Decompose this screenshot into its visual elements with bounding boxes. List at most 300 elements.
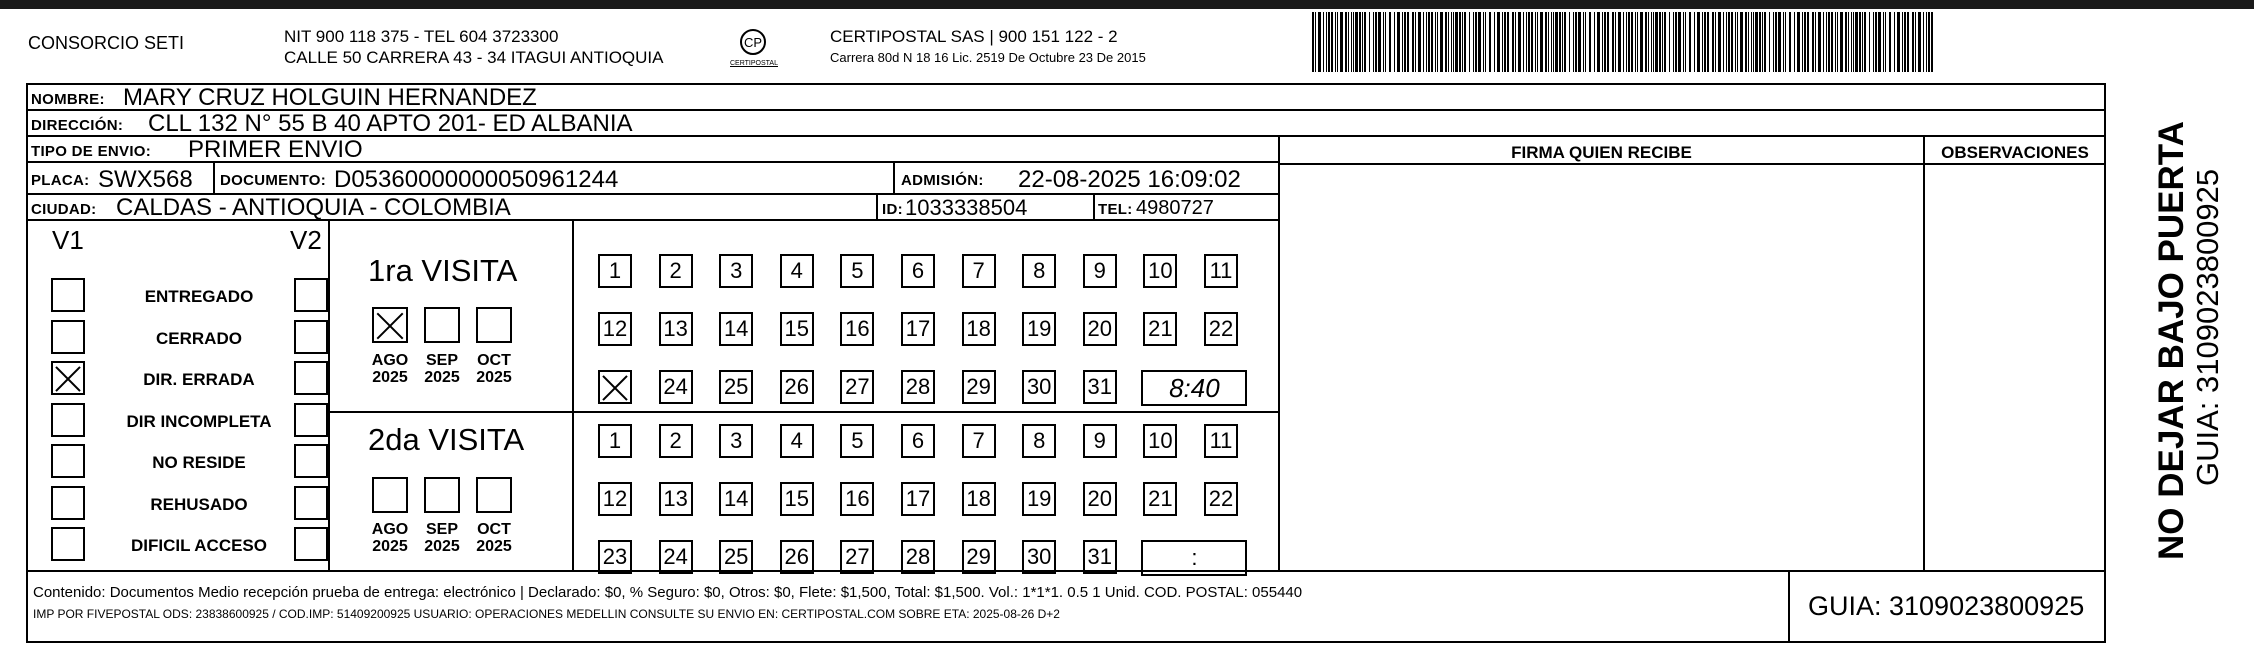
- barcode-bar: [1428, 12, 1430, 72]
- day-box-30[interactable]: 30: [1022, 540, 1056, 574]
- day-box-24[interactable]: 24: [659, 370, 693, 404]
- day-box-30[interactable]: 30: [1022, 370, 1056, 404]
- month-year: 2025: [372, 368, 408, 386]
- barcode-bar: [1897, 12, 1900, 72]
- divider: [213, 163, 215, 193]
- day-box-15[interactable]: 15: [780, 312, 814, 346]
- day-box-19[interactable]: 19: [1022, 312, 1056, 346]
- barcode-bar: [1402, 12, 1403, 72]
- observaciones-area[interactable]: [1926, 165, 2104, 569]
- divider: [876, 195, 878, 219]
- barcode-bar: [1855, 12, 1858, 72]
- barcode-bar: [1383, 12, 1384, 72]
- firma-area[interactable]: [1281, 165, 1921, 569]
- barcode-bar: [1475, 12, 1477, 72]
- barcode: [1312, 12, 1940, 72]
- barcode-bar: [1615, 12, 1616, 72]
- barcode-bar: [1478, 12, 1481, 72]
- barcode-bar: [1753, 12, 1754, 72]
- time-box[interactable]: :: [1141, 540, 1247, 576]
- v2-checkbox-5[interactable]: [294, 444, 328, 478]
- barcode-bar: [1689, 12, 1691, 72]
- observaciones-divider: [1923, 137, 1925, 570]
- barcode-bar: [1415, 12, 1416, 72]
- barcode-bar: [1845, 12, 1847, 72]
- day-box-13[interactable]: 13: [659, 482, 693, 516]
- barcode-bar: [1583, 12, 1584, 72]
- barcode-bar: [1683, 12, 1684, 72]
- barcode-bar: [1637, 12, 1638, 72]
- month-name: OCT: [477, 352, 511, 369]
- day-box-31[interactable]: 31: [1083, 370, 1117, 404]
- day-box-16[interactable]: 16: [840, 482, 874, 516]
- barcode-bar: [1537, 12, 1538, 72]
- barcode-bar: [1331, 12, 1333, 72]
- barcode-bar: [1575, 12, 1577, 72]
- barcode-bar: [1312, 12, 1314, 72]
- day-box-23[interactable]: 23: [598, 540, 632, 574]
- barcode-bar: [1483, 12, 1484, 72]
- barcode-bar: [1459, 12, 1461, 72]
- barcode-bar: [1864, 12, 1866, 72]
- barcode-bar: [1528, 12, 1530, 72]
- barcode-bar: [1455, 12, 1458, 72]
- barcode-bar: [1731, 12, 1733, 72]
- barcode-bar: [1859, 12, 1861, 72]
- barcode-bar: [1555, 12, 1558, 72]
- barcode-bar: [1473, 12, 1474, 72]
- tipo-envio-value: PRIMER ENVIO: [188, 136, 363, 163]
- barcode-bar: [1789, 12, 1791, 72]
- barcode-bar: [1469, 12, 1470, 72]
- month-year: 2025: [372, 537, 408, 555]
- barcode-bar: [1875, 12, 1877, 72]
- month-label: [416, 353, 468, 387]
- v2-checkbox-4[interactable]: [294, 403, 328, 437]
- day-box-14[interactable]: 14: [719, 482, 753, 516]
- day-box-10[interactable]: 10: [1143, 424, 1177, 458]
- barcode-bar: [1353, 12, 1354, 72]
- day-box-31[interactable]: 31: [1083, 540, 1117, 574]
- barcode-bar: [1873, 12, 1874, 72]
- barcode-bar: [1423, 12, 1424, 72]
- barcode-bar: [1794, 12, 1795, 72]
- month-year: 2025: [424, 537, 460, 555]
- top-edge-band: [0, 0, 2254, 9]
- barcode-bar: [1712, 12, 1714, 72]
- barcode-bar: [1675, 12, 1677, 72]
- day-box-22[interactable]: 22: [1204, 312, 1238, 346]
- no-dejar-bajo-puerta-text: NO DEJAR BAJO PUERTA: [2152, 121, 2191, 560]
- nombre-label: NOMBRE:: [31, 91, 105, 108]
- tipo-envio-label: TIPO DE ENVIO:: [31, 143, 152, 160]
- barcode-bar: [1737, 12, 1738, 72]
- barcode-bar: [1562, 12, 1563, 72]
- barcode-bar: [1904, 12, 1906, 72]
- barcode-bar: [1915, 12, 1916, 72]
- documento-value: D05360000000050961244: [334, 166, 619, 193]
- status-divider: [328, 221, 330, 570]
- imp-line: IMP POR FIVEPOSTAL ODS: 23838600925 / COD.IMP: 51409200925 USUARIO: OPERACIONES MEDELLIN CONSULTE SU ENVIO EN: CERTIPOSTAL.COM SOBRE ETA: 2025-08-26 D+2: [33, 607, 1060, 621]
- barcode-bar: [1518, 12, 1521, 72]
- barcode-bar: [1523, 12, 1524, 72]
- v1-checkbox-2[interactable]: [51, 320, 85, 354]
- day-box-4[interactable]: 4: [780, 254, 814, 288]
- day-box-3[interactable]: 3: [719, 424, 753, 458]
- v2-checkbox-6[interactable]: [294, 486, 328, 520]
- month-year: 2025: [476, 537, 512, 555]
- months-divider: [572, 221, 574, 570]
- barcode-bar: [1669, 12, 1670, 72]
- barcode-bar: [1815, 12, 1816, 72]
- day-box-21[interactable]: 21: [1143, 312, 1177, 346]
- id-value: 1033338504: [905, 195, 1028, 220]
- barcode-bar: [1928, 12, 1930, 72]
- barcode-bar: [1715, 12, 1716, 72]
- day-box-11[interactable]: 11: [1204, 254, 1238, 288]
- day-box-23[interactable]: [598, 370, 632, 404]
- day-box-3[interactable]: 3: [719, 254, 753, 288]
- month-label: [364, 522, 416, 556]
- ciudad-row: [28, 195, 1278, 221]
- day-box-7[interactable]: 7: [962, 424, 996, 458]
- day-box-1[interactable]: 1: [598, 254, 632, 288]
- barcode-bar: [1831, 12, 1833, 72]
- barcode-bar: [1512, 12, 1514, 72]
- day-box-29[interactable]: 29: [962, 540, 996, 574]
- barcode-bar: [1397, 12, 1400, 72]
- barcode-bar: [1907, 12, 1909, 72]
- day-box-27[interactable]: 27: [840, 540, 874, 574]
- id-label: ID:: [882, 201, 903, 218]
- day-box-20[interactable]: 20: [1083, 482, 1117, 516]
- barcode-bar: [1918, 12, 1921, 72]
- barcode-bar: [1494, 12, 1495, 72]
- barcode-bar: [1848, 12, 1849, 72]
- barcode-bar: [1837, 12, 1838, 72]
- barcode-bar: [1540, 12, 1543, 72]
- barcode-bar: [1318, 12, 1321, 72]
- barcode-bar: [1351, 12, 1352, 72]
- month-name: SEP: [425, 521, 458, 538]
- barcode-bar: [1659, 12, 1661, 72]
- barcode-bar: [1807, 12, 1809, 72]
- barcode-bar: [1394, 12, 1395, 72]
- tel-label: TEL:: [1098, 201, 1133, 218]
- day-box-9[interactable]: 9: [1083, 424, 1117, 458]
- side-guia-number: GUIA: 3109023800925: [2190, 168, 2225, 486]
- day-box-5[interactable]: 5: [840, 424, 874, 458]
- certipostal-logo: [730, 24, 776, 72]
- barcode-bar: [1448, 12, 1449, 72]
- v1-checkbox-5[interactable]: [51, 444, 85, 478]
- barcode-bar: [1489, 12, 1491, 72]
- barcode-bar: [1451, 12, 1452, 72]
- barcode-bar: [1355, 12, 1358, 72]
- v2-checkbox-7[interactable]: [294, 527, 328, 561]
- barcode-bar: [1375, 12, 1377, 72]
- delivery-card: [26, 83, 2106, 643]
- barcode-bar: [1751, 12, 1752, 72]
- barcode-bar: [1894, 12, 1895, 72]
- barcode-bar: [1835, 12, 1836, 72]
- barcode-bar: [1678, 12, 1681, 72]
- barcode-bar: [1778, 12, 1781, 72]
- barcode-bar: [1785, 12, 1786, 72]
- barcode-bar: [1723, 12, 1724, 72]
- month-year: 2025: [476, 368, 512, 386]
- barcode-bar: [1740, 12, 1743, 72]
- day-box-4[interactable]: 4: [780, 424, 814, 458]
- barcode-bar: [1315, 12, 1316, 72]
- observaciones-header: OBSERVACIONES: [1941, 143, 2089, 162]
- barcode-bar: [1607, 12, 1609, 72]
- status-label: ENTREGADO: [144, 287, 254, 306]
- barcode-bar: [1604, 12, 1606, 72]
- barcode-bar: [1762, 12, 1763, 72]
- footer-line: [28, 570, 2105, 572]
- barcode-bar: [1869, 12, 1870, 72]
- barcode-bar: [1818, 12, 1821, 72]
- nit-line: NIT 900 118 375 - TEL 604 3723300: [284, 27, 559, 46]
- barcode-bar: [1618, 12, 1621, 72]
- barcode-bar: [1359, 12, 1361, 72]
- barcode-bar: [1745, 12, 1747, 72]
- barcode-bar: [1707, 12, 1709, 72]
- barcode-bar: [1631, 12, 1633, 72]
- barcode-bar: [1728, 12, 1730, 72]
- barcode-bar: [1645, 12, 1647, 72]
- day-box-21[interactable]: 21: [1143, 482, 1177, 516]
- barcode-bar: [1883, 12, 1884, 72]
- barcode-bar: [1418, 12, 1421, 72]
- barcode-bar: [1889, 12, 1891, 72]
- barcode-bar: [1783, 12, 1784, 72]
- month-name: AGO: [371, 352, 409, 369]
- day-box-8[interactable]: 8: [1022, 424, 1056, 458]
- day-box-17[interactable]: 17: [901, 312, 935, 346]
- month-name: SEP: [425, 352, 458, 369]
- day-box-7[interactable]: 7: [962, 254, 996, 288]
- barcode-bar: [1531, 12, 1533, 72]
- barcode-bar: [1685, 12, 1686, 72]
- day-box-2[interactable]: 2: [659, 424, 693, 458]
- day-box-29[interactable]: 29: [962, 370, 996, 404]
- month-label: [364, 353, 416, 387]
- barcode-bar: [1862, 12, 1863, 72]
- status-label: NO RESIDE: [152, 453, 246, 472]
- barcode-bar: [1335, 12, 1336, 72]
- v2-checkbox-1[interactable]: [294, 278, 328, 312]
- month-label: [416, 522, 468, 556]
- day-box-22[interactable]: 22: [1204, 482, 1238, 516]
- barcode-bar: [1702, 12, 1703, 72]
- admision-value: 22-08-2025 16:09:02: [1018, 166, 1241, 193]
- barcode-bar: [1773, 12, 1774, 72]
- day-box-6[interactable]: 6: [901, 254, 935, 288]
- barcode-bar: [1826, 12, 1827, 72]
- barcode-bar: [1885, 12, 1886, 72]
- barcode-bar: [1748, 12, 1749, 72]
- barcode-bar: [1612, 12, 1614, 72]
- day-box-27[interactable]: 27: [840, 370, 874, 404]
- status-label: CERRADO: [156, 328, 242, 348]
- barcode-bar: [1340, 12, 1343, 72]
- time-box[interactable]: 8:40: [1141, 370, 1247, 406]
- day-box-26[interactable]: 26: [780, 540, 814, 574]
- barcode-bar: [1378, 12, 1381, 72]
- barcode-bar: [1648, 12, 1649, 72]
- day-box-25[interactable]: 25: [719, 540, 753, 574]
- placa-value: SWX568: [98, 166, 193, 193]
- day-box-15[interactable]: 15: [780, 482, 814, 516]
- barcode-bar: [1755, 12, 1758, 72]
- day-box-26[interactable]: 26: [780, 370, 814, 404]
- barcode-bar: [1453, 12, 1454, 72]
- barcode-bar: [1626, 12, 1627, 72]
- barcode-bar: [1853, 12, 1854, 72]
- barcode-bar: [1662, 12, 1663, 72]
- barcode-bar: [1673, 12, 1674, 72]
- barcode-bar: [1462, 12, 1463, 72]
- address-line: CALLE 50 CARRERA 43 - 34 ITAGUI ANTIOQUIA: [284, 48, 664, 67]
- day-box-5[interactable]: 5: [840, 254, 874, 288]
- day-box-6[interactable]: 6: [901, 424, 935, 458]
- nombre-value: MARY CRUZ HOLGUIN HERNANDEZ: [123, 84, 537, 111]
- day-box-18[interactable]: 18: [962, 482, 996, 516]
- day-box-9[interactable]: 9: [1083, 254, 1117, 288]
- barcode-bar: [1655, 12, 1658, 72]
- barcode-bar: [1597, 12, 1600, 72]
- month-label: [468, 522, 520, 556]
- day-box-17[interactable]: 17: [901, 482, 935, 516]
- barcode-bar: [1426, 12, 1427, 72]
- month-name: OCT: [477, 521, 511, 538]
- status-label: DIFICIL ACCESO: [130, 536, 267, 555]
- barcode-bar: [1804, 12, 1806, 72]
- barcode-bar: [1407, 12, 1409, 72]
- barcode-bar: [1697, 12, 1700, 72]
- placa-row: [28, 163, 1278, 195]
- v1-checkbox-3[interactable]: [51, 361, 85, 395]
- divider: [1093, 195, 1095, 219]
- barcode-bar: [1326, 12, 1327, 72]
- contenido-line: Contenido: Documentos Medio recepción prueba de entrega: electrónico | Declarado: $0, % Seguro: $0, Otros: $0, Flete: $1,500, Total: $1,500. Vol.: 1*1*1. 0.5 1 Unid. COD. POSTAL: 055440: [33, 584, 1303, 601]
- barcode-bar: [1628, 12, 1630, 72]
- v1-checkbox-6[interactable]: [51, 486, 85, 520]
- barcode-bar: [1704, 12, 1706, 72]
- day-box-25[interactable]: 25: [719, 370, 753, 404]
- day-box-16[interactable]: 16: [840, 312, 874, 346]
- day-box-1[interactable]: 1: [598, 424, 632, 458]
- visits-divider: [328, 411, 1278, 413]
- day-box-19[interactable]: 19: [1022, 482, 1056, 516]
- barcode-bar: [1364, 12, 1366, 72]
- day-box-8[interactable]: 8: [1022, 254, 1056, 288]
- day-box-2[interactable]: 2: [659, 254, 693, 288]
- barcode-bar: [1551, 12, 1552, 72]
- barcode-bar: [1664, 12, 1666, 72]
- logo-text: CERTIPOSTAL: [730, 60, 778, 67]
- day-box-28[interactable]: 28: [901, 370, 935, 404]
- day-box-11[interactable]: 11: [1204, 424, 1238, 458]
- barcode-bar: [1851, 12, 1852, 72]
- direccion-label: DIRECCIÓN:: [31, 117, 124, 134]
- barcode-bar: [1797, 12, 1800, 72]
- barcode-bar: [1623, 12, 1624, 72]
- barcode-bar: [1635, 12, 1636, 72]
- barcode-bar: [1828, 12, 1830, 72]
- visit2-title: 2da VISITA: [368, 422, 525, 457]
- direccion-row: [28, 111, 2105, 137]
- barcode-bar: [1507, 12, 1509, 72]
- barcode-bar: [1926, 12, 1927, 72]
- day-box-24[interactable]: 24: [659, 540, 693, 574]
- barcode-bar: [1548, 12, 1549, 72]
- day-box-13[interactable]: 13: [659, 312, 693, 346]
- month-checkbox-ago[interactable]: [372, 307, 408, 343]
- day-box-20[interactable]: 20: [1083, 312, 1117, 346]
- day-box-14[interactable]: 14: [719, 312, 753, 346]
- barcode-bar: [1362, 12, 1363, 72]
- v1-checkbox-4[interactable]: [51, 403, 85, 437]
- day-box-12[interactable]: 12: [598, 312, 632, 346]
- month-checkbox-oct[interactable]: [476, 307, 512, 343]
- month-label: [468, 353, 520, 387]
- barcode-bar: [1497, 12, 1500, 72]
- v1-checkbox-1[interactable]: [51, 278, 85, 312]
- v1-checkbox-7[interactable]: [51, 527, 85, 561]
- barcode-bar: [1545, 12, 1547, 72]
- barcode-bar: [1651, 12, 1652, 72]
- firma-divider: [1278, 137, 1280, 570]
- v2-checkbox-3[interactable]: [294, 361, 328, 395]
- barcode-bar: [1345, 12, 1347, 72]
- barcode-bar: [1435, 12, 1436, 72]
- day-box-10[interactable]: 10: [1143, 254, 1177, 288]
- barcode-bar: [1569, 12, 1570, 72]
- barcode-bar: [1515, 12, 1516, 72]
- footer-divider: [1788, 570, 1790, 643]
- barcode-bar: [1404, 12, 1406, 72]
- status-label: REHUSADO: [150, 494, 248, 514]
- barcode-bar: [1775, 12, 1777, 72]
- month-checkbox-ago[interactable]: [372, 477, 408, 513]
- barcode-bar: [1653, 12, 1654, 72]
- barcode-bar: [1759, 12, 1761, 72]
- month-name: AGO: [371, 521, 409, 538]
- barcode-bar: [1504, 12, 1506, 72]
- barcode-bar: [1735, 12, 1736, 72]
- month-checkbox-oct[interactable]: [476, 477, 512, 513]
- status-label: DIR. ERRADA: [143, 370, 255, 389]
- barcode-bar: [1640, 12, 1643, 72]
- day-box-12[interactable]: 12: [598, 482, 632, 516]
- day-box-18[interactable]: 18: [962, 312, 996, 346]
- day-box-28[interactable]: 28: [901, 540, 935, 574]
- certipostal-line: CERTIPOSTAL SAS | 900 151 122 - 2: [830, 27, 1118, 46]
- barcode-bar: [1589, 12, 1591, 72]
- month-checkbox-sep[interactable]: [424, 477, 460, 513]
- barcode-bar: [1337, 12, 1338, 72]
- svg-text:CP: CP: [743, 35, 763, 50]
- month-checkbox-sep[interactable]: [424, 307, 460, 343]
- barcode-bar: [1578, 12, 1581, 72]
- v2-checkbox-2[interactable]: [294, 320, 328, 354]
- v1-label: V1: [52, 225, 84, 255]
- barcode-bar: [1694, 12, 1695, 72]
- barcode-bar: [1878, 12, 1881, 72]
